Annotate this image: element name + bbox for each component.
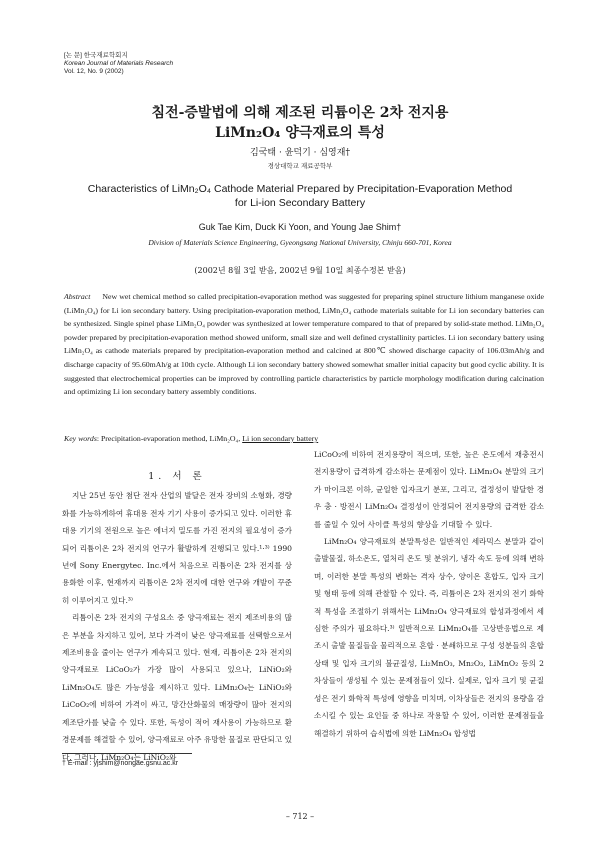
title-english-line1: Characteristics of LiMn₂O₄ Cathode Material Prepared by Precipitation-Evaporation Method: [87, 183, 513, 195]
journal-name-en: Korean Journal of Materials Research: [64, 60, 174, 67]
footnote-divider: [62, 753, 192, 754]
keywords: [64, 434, 544, 443]
abstract-label: Abstract: [64, 292, 91, 301]
abstract-text: New wet chemical method so called precipitation-evaporation method was suggested for preparing spinel structure lithium manganese oxide (LiMn₂O₄) for Li ion secondary battery. Using precipitation-evaporation method, LiMn₂O₄ cathode materials suitable for Li ion secondary batteries can be synthesized. Single spinel phase LiMn₂O₄ powder was synthesized at lower temperature compared to that of prepared by solid-state method. LiMn₂O₄ powder prepared by precipitation-evaporation method showed uniform, small size and well defined crystallinity particles. Li ion secondary battery using LiMn₂O₄ as cathode materials prepared by precipitation-evaporation method and calcined at 800℃ showed discharge capacity of 106.03mAh/g and discharge capacity of 95.60mAh/g at 10th cycle. Although Li ion secondary battery showed somewhat smaller initial capacity but good cyclic ability. It is suggested that electrochemical properties can be improved by controlling particle characteristics by particle morphology modification during calcination and optimizing Li ion secondary battery assembly conditions.: [64, 292, 544, 397]
paragraph: 리튬이온 2차 전지의 구성요소 중 양극재료는 전지 제조비용의 많은 부분을 차지하고 있어, 보다 가격이 낮은 양극재료를 선택함으로서 제조비용을 줄이는 연구가 계속되고 있다. 현재, 리튬이온 2차 전지의 양극재료로 LiCoO₂가 가장 많이 사용되고 있으나, LiNiO₂와 LiMn₂O₄도 많은 가능성을 제시하고 있다. LiMn₂O₄는 LiNiO₂와 LiCoO₂에 비하여 가격이 싸고, 망간산화물의 매장량이 많아 전지의 제조단가를 낮출 수 있다. 또한, 독성이 적어 재사용이 가능하므로 환경문제를 해결할 수 있어, 양극재료로 아주 유망한 물질로 판단되고 있다. 그러나, LiMn₂O₄는 LiNiO₂와: [62, 613, 292, 762]
journal-volume: Vol. 12, No. 9 (2002): [64, 68, 124, 75]
abstract: [64, 290, 544, 399]
title-english: [40, 182, 560, 210]
paragraph: 지난 25년 동안 첨단 전자 산업의 발달은 전자 장비의 소형화, 경량화를 가능하게하여 휴대용 전자 기기 사용이 증가되고 있다. 이러한 휴대용 기기의 전원으로 높은 에너지 밀도를 가진 전지의 필요성이 증가되어 리튬이온 2차 전지의 연구가 활발하게 진행되고 있다.¹·³⁾ 1990년에 Sony Energytec. Inc.에서 처음으로 리튬이온 2차 전지를 상용화한 이후, 현재까지 리튬이온 2차 전지에 대한 연구와 개발이 꾸준히 이루어지고 있다.³⁾: [62, 491, 292, 605]
title-english-line2: for Li-ion Secondary Battery: [234, 197, 366, 209]
journal-name-ko: [논 문] 한국재료학회지: [64, 52, 128, 59]
affiliation-korean: 경상대학교 재료공학부: [267, 162, 333, 170]
affiliation-english: Division of Materials Science Engineering, Gyeongsang National University, Chinju 660-701, Korea: [148, 238, 452, 247]
keywords-underlined: Li ion secondary battery: [242, 434, 319, 443]
authors-korean: 김국태 · 윤덕기 · 심영재†: [250, 148, 350, 158]
title-korean-line2: LiMn₂O₄ 양극재료의 특성: [215, 125, 385, 141]
title-korean: [0, 103, 600, 143]
footnote-email: † E-mail : yjshim@nongae.gsnu.ac.kr: [62, 760, 179, 767]
left-column: [62, 468, 292, 766]
title-korean-line1: 침전-증발법에 의해 제조된 리튬이온 2차 전지용: [151, 105, 449, 121]
journal-header: [64, 52, 173, 76]
paragraph: LiCoO₂에 비하여 전지용량이 적으며, 또한, 높은 온도에서 재충전시 전지용량이 급격하게 감소하는 문제점이 있다. LiMn₂O₄ 분말의 크기가 마이크론 이하, 균일한 입자크기 분포, 그리고, 결정성이 발달한 경우 충 · 방전시 LiMn₂O₄ 결정성이 안정되어 전지용량의 급격한 감소를 줄일 수 있어 사이클 특성의 향상을 기대할 수 있다.: [314, 450, 544, 529]
keywords-text: : Precipitation-evaporation method, LiMn₂O₄,: [96, 434, 243, 443]
received-date: (2002년 8월 3일 받음, 2002년 9월 10일 최종수정본 받음): [194, 266, 406, 275]
paragraph: LiMn₂O₄ 양극재료의 분말특성은 일반적인 세라믹스 분말과 같이 출발물질, 하소온도, 열처리 온도 및 분위기, 냉각 속도 등에 의해 변하며, 이러한 분말 특성의 변화는 격자 상수, 양이온 혼합도, 입자 크기 및 형태 등에 의해 관찰할 수 있다. 즉, 리튬이온 2차 전지의 전기 화학적 특성을 조절하기 위해서는 LiMn₂O₄ 양극재료의 합성과정에서 세심한 주의가 필요하다.³⁾ 일반적으로 LiMn₂O₄를 고상반응법으로 제조시 출발 물질들을 물리적으로 혼합 · 분쇄하므로 구성 성분들의 혼합 상태 및 입자 크기의 불균질성, Li₂MnO₃, Mn₂O₃, LiMnO₂ 등의 2차상들이 생성될 수 있는 문제점들이 있다. 실제로, 입자 크기 및 균질성은 전기 화학적 특성에 영향을 미치며, 이차상들은 전지의 용량을 감소시킬 수 있는 요인들 중 하나로 작용할 수 있어, 이러한 문제점들을 해결하기 위하여 습식법에 의한 LiMn₂O₄ 합성법: [314, 537, 544, 738]
right-column: [314, 446, 544, 742]
section-heading-introduction: 1. 서 론: [148, 471, 206, 482]
page-number: – 712 –: [285, 812, 315, 821]
authors-english: Guk Tae Kim, Duck Ki Yoon, and Young Jae Shim†: [198, 222, 402, 232]
keywords-label: Key words: [64, 434, 97, 443]
